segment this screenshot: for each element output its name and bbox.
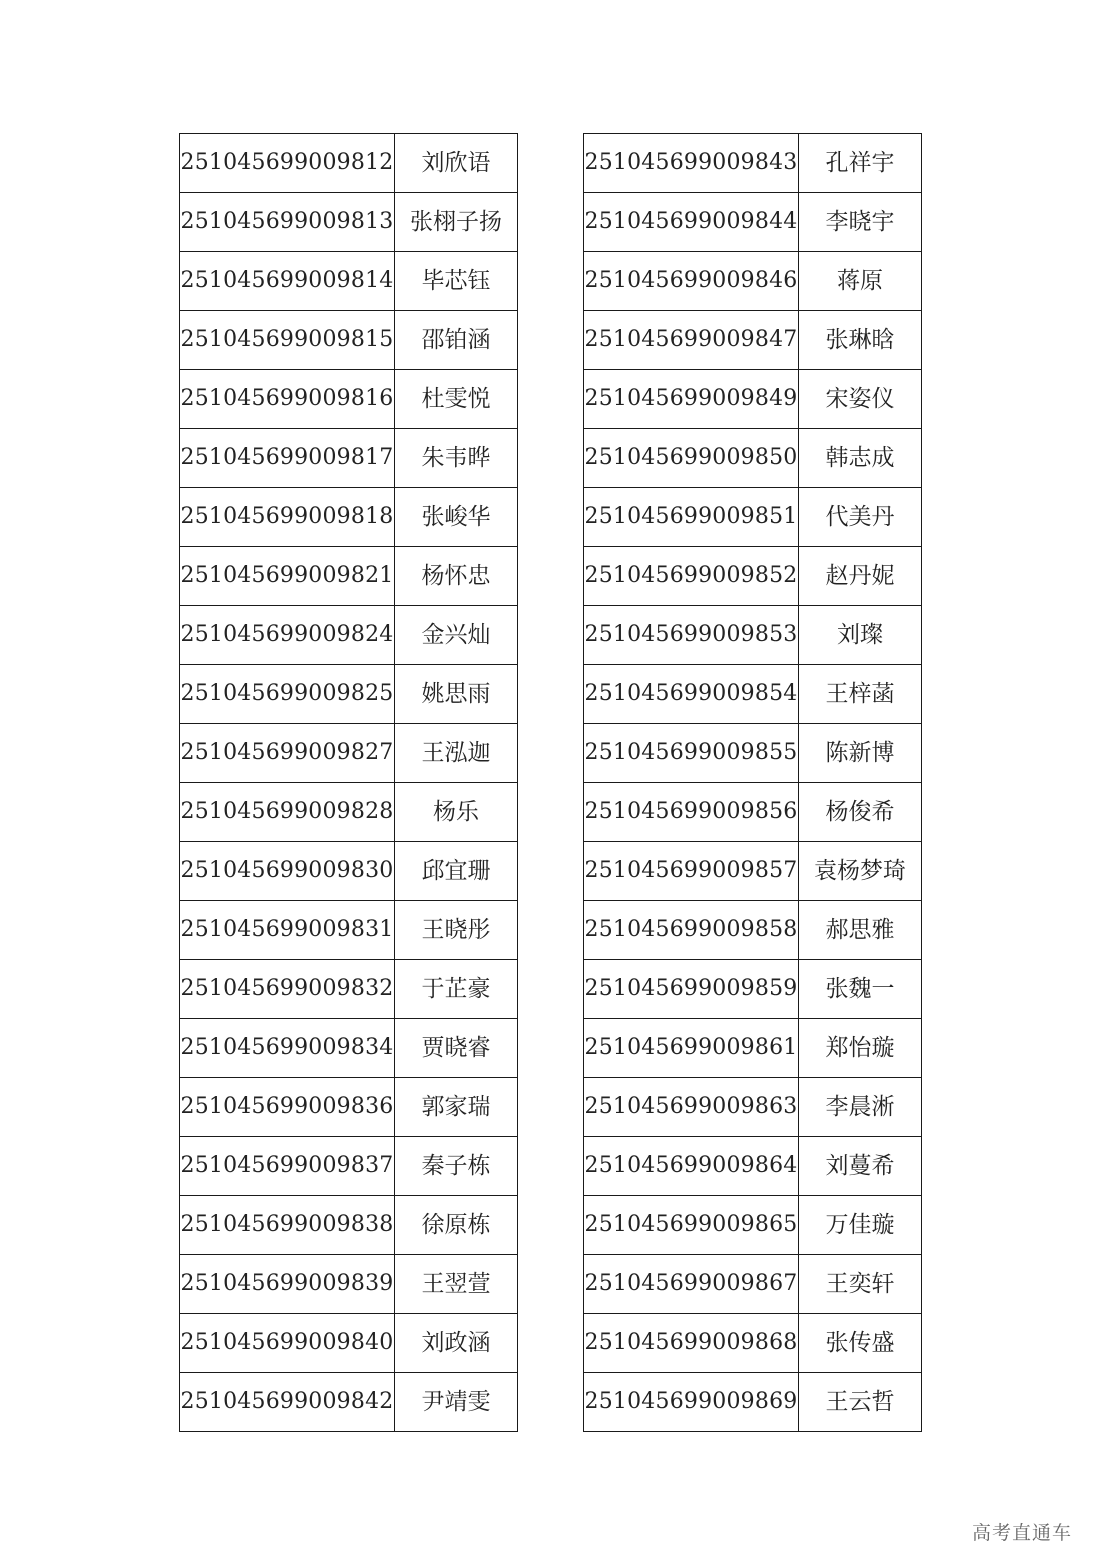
table-row [180, 252, 518, 311]
table-row [180, 311, 518, 370]
exam-id-cell: 251045699009842 [180, 1373, 395, 1432]
table-row [180, 1255, 518, 1314]
table-row [180, 960, 518, 1019]
exam-id-cell: 251045699009854 [584, 665, 799, 724]
table-row [584, 370, 922, 429]
student-name-cell: 刘蔓希 [799, 1137, 922, 1196]
student-name-cell: 朱韦晔 [395, 429, 518, 488]
exam-id-cell: 251045699009868 [584, 1314, 799, 1373]
student-name-cell: 杨俊希 [799, 783, 922, 842]
exam-id-cell: 251045699009814 [180, 252, 395, 311]
exam-id-cell: 251045699009859 [584, 960, 799, 1019]
table-row [180, 1196, 518, 1255]
student-name-cell: 张栩子扬 [395, 193, 518, 252]
exam-id-cell: 251045699009834 [180, 1019, 395, 1078]
exam-id-cell: 251045699009865 [584, 1196, 799, 1255]
roster-table-right-body [584, 134, 922, 1432]
exam-id-cell: 251045699009837 [180, 1137, 395, 1196]
table-row [584, 960, 922, 1019]
exam-id-cell: 251045699009827 [180, 724, 395, 783]
exam-id-cell: 251045699009832 [180, 960, 395, 1019]
student-name-cell: 郝思雅 [799, 901, 922, 960]
roster-table-right [583, 133, 922, 1432]
exam-id-cell: 251045699009867 [584, 1255, 799, 1314]
student-name-cell: 金兴灿 [395, 606, 518, 665]
exam-id-cell: 251045699009858 [584, 901, 799, 960]
exam-id-cell: 251045699009857 [584, 842, 799, 901]
student-name-cell: 王晓彤 [395, 901, 518, 960]
table-row [584, 1078, 922, 1137]
student-name-cell: 陈新博 [799, 724, 922, 783]
student-name-cell: 代美丹 [799, 488, 922, 547]
student-name-cell: 王泓迦 [395, 724, 518, 783]
student-name-cell: 刘璨 [799, 606, 922, 665]
table-row [180, 842, 518, 901]
table-row [584, 488, 922, 547]
student-name-cell: 郑怡璇 [799, 1019, 922, 1078]
exam-id-cell: 251045699009863 [584, 1078, 799, 1137]
table-row [180, 488, 518, 547]
table-row [584, 311, 922, 370]
student-name-cell: 刘政涵 [395, 1314, 518, 1373]
table-row [584, 134, 922, 193]
exam-id-cell: 251045699009847 [584, 311, 799, 370]
exam-id-cell: 251045699009812 [180, 134, 395, 193]
exam-id-cell: 251045699009861 [584, 1019, 799, 1078]
student-name-cell: 杨怀忠 [395, 547, 518, 606]
exam-id-cell: 251045699009869 [584, 1373, 799, 1432]
table-row [180, 606, 518, 665]
table-row [584, 1255, 922, 1314]
student-name-cell: 郭家瑞 [395, 1078, 518, 1137]
table-row [584, 547, 922, 606]
student-name-cell: 蒋原 [799, 252, 922, 311]
student-name-cell: 张传盛 [799, 1314, 922, 1373]
student-name-cell: 张魏一 [799, 960, 922, 1019]
exam-id-cell: 251045699009818 [180, 488, 395, 547]
table-row [584, 783, 922, 842]
table-row [584, 665, 922, 724]
watermark: 高考直通车 [971, 1522, 1072, 1544]
table-row [180, 134, 518, 193]
student-name-cell: 邵铂涵 [395, 311, 518, 370]
table-row [584, 193, 922, 252]
table-row [180, 724, 518, 783]
exam-id-cell: 251045699009830 [180, 842, 395, 901]
table-row [584, 1196, 922, 1255]
student-name-cell: 宋姿仪 [799, 370, 922, 429]
exam-id-cell: 251045699009855 [584, 724, 799, 783]
table-row [180, 547, 518, 606]
table-row [584, 1137, 922, 1196]
table-row [584, 606, 922, 665]
student-name-cell: 秦子栋 [395, 1137, 518, 1196]
table-row [180, 1373, 518, 1432]
exam-id-cell: 251045699009846 [584, 252, 799, 311]
exam-id-cell: 251045699009821 [180, 547, 395, 606]
exam-id-cell: 251045699009839 [180, 1255, 395, 1314]
exam-id-cell: 251045699009813 [180, 193, 395, 252]
student-name-cell: 李晨淅 [799, 1078, 922, 1137]
student-name-cell: 孔祥宇 [799, 134, 922, 193]
table-row [180, 429, 518, 488]
student-name-cell: 于芷豪 [395, 960, 518, 1019]
student-name-cell: 邱宜珊 [395, 842, 518, 901]
student-name-cell: 王翌萱 [395, 1255, 518, 1314]
exam-id-cell: 251045699009840 [180, 1314, 395, 1373]
table-row [180, 901, 518, 960]
student-name-cell: 万佳璇 [799, 1196, 922, 1255]
table-row [180, 665, 518, 724]
student-name-cell: 赵丹妮 [799, 547, 922, 606]
table-row [584, 842, 922, 901]
student-name-cell: 贾晓睿 [395, 1019, 518, 1078]
student-name-cell: 袁杨梦琦 [799, 842, 922, 901]
student-name-cell: 韩志成 [799, 429, 922, 488]
table-row [180, 370, 518, 429]
table-row [180, 1078, 518, 1137]
student-name-cell: 李晓宇 [799, 193, 922, 252]
student-name-cell: 王奕轩 [799, 1255, 922, 1314]
student-name-cell: 徐原栋 [395, 1196, 518, 1255]
exam-id-cell: 251045699009825 [180, 665, 395, 724]
student-name-cell: 刘欣语 [395, 134, 518, 193]
exam-id-cell: 251045699009843 [584, 134, 799, 193]
student-name-cell: 张琳晗 [799, 311, 922, 370]
table-row [180, 193, 518, 252]
exam-id-cell: 251045699009850 [584, 429, 799, 488]
table-row [180, 1137, 518, 1196]
roster-table-left-body [180, 134, 518, 1432]
exam-id-cell: 251045699009851 [584, 488, 799, 547]
table-row [180, 1019, 518, 1078]
table-row [584, 1373, 922, 1432]
exam-id-cell: 251045699009824 [180, 606, 395, 665]
student-name-cell: 张峻华 [395, 488, 518, 547]
student-name-cell: 姚思雨 [395, 665, 518, 724]
roster-table-left [179, 133, 518, 1432]
exam-id-cell: 251045699009838 [180, 1196, 395, 1255]
table-row [584, 1019, 922, 1078]
student-name-cell: 尹靖雯 [395, 1373, 518, 1432]
exam-id-cell: 251045699009852 [584, 547, 799, 606]
exam-id-cell: 251045699009816 [180, 370, 395, 429]
exam-id-cell: 251045699009849 [584, 370, 799, 429]
exam-id-cell: 251045699009815 [180, 311, 395, 370]
exam-id-cell: 251045699009828 [180, 783, 395, 842]
exam-id-cell: 251045699009856 [584, 783, 799, 842]
table-row [584, 429, 922, 488]
exam-id-cell: 251045699009836 [180, 1078, 395, 1137]
student-name-cell: 杜雯悦 [395, 370, 518, 429]
student-name-cell: 王云哲 [799, 1373, 922, 1432]
table-row [584, 724, 922, 783]
table-row [584, 1314, 922, 1373]
exam-id-cell: 251045699009864 [584, 1137, 799, 1196]
student-name-cell: 王梓菡 [799, 665, 922, 724]
table-row [180, 783, 518, 842]
table-row [584, 901, 922, 960]
student-name-cell: 杨乐 [395, 783, 518, 842]
exam-id-cell: 251045699009831 [180, 901, 395, 960]
exam-id-cell: 251045699009844 [584, 193, 799, 252]
table-row [584, 252, 922, 311]
exam-id-cell: 251045699009853 [584, 606, 799, 665]
table-row [180, 1314, 518, 1373]
student-name-cell: 毕芯钰 [395, 252, 518, 311]
exam-id-cell: 251045699009817 [180, 429, 395, 488]
